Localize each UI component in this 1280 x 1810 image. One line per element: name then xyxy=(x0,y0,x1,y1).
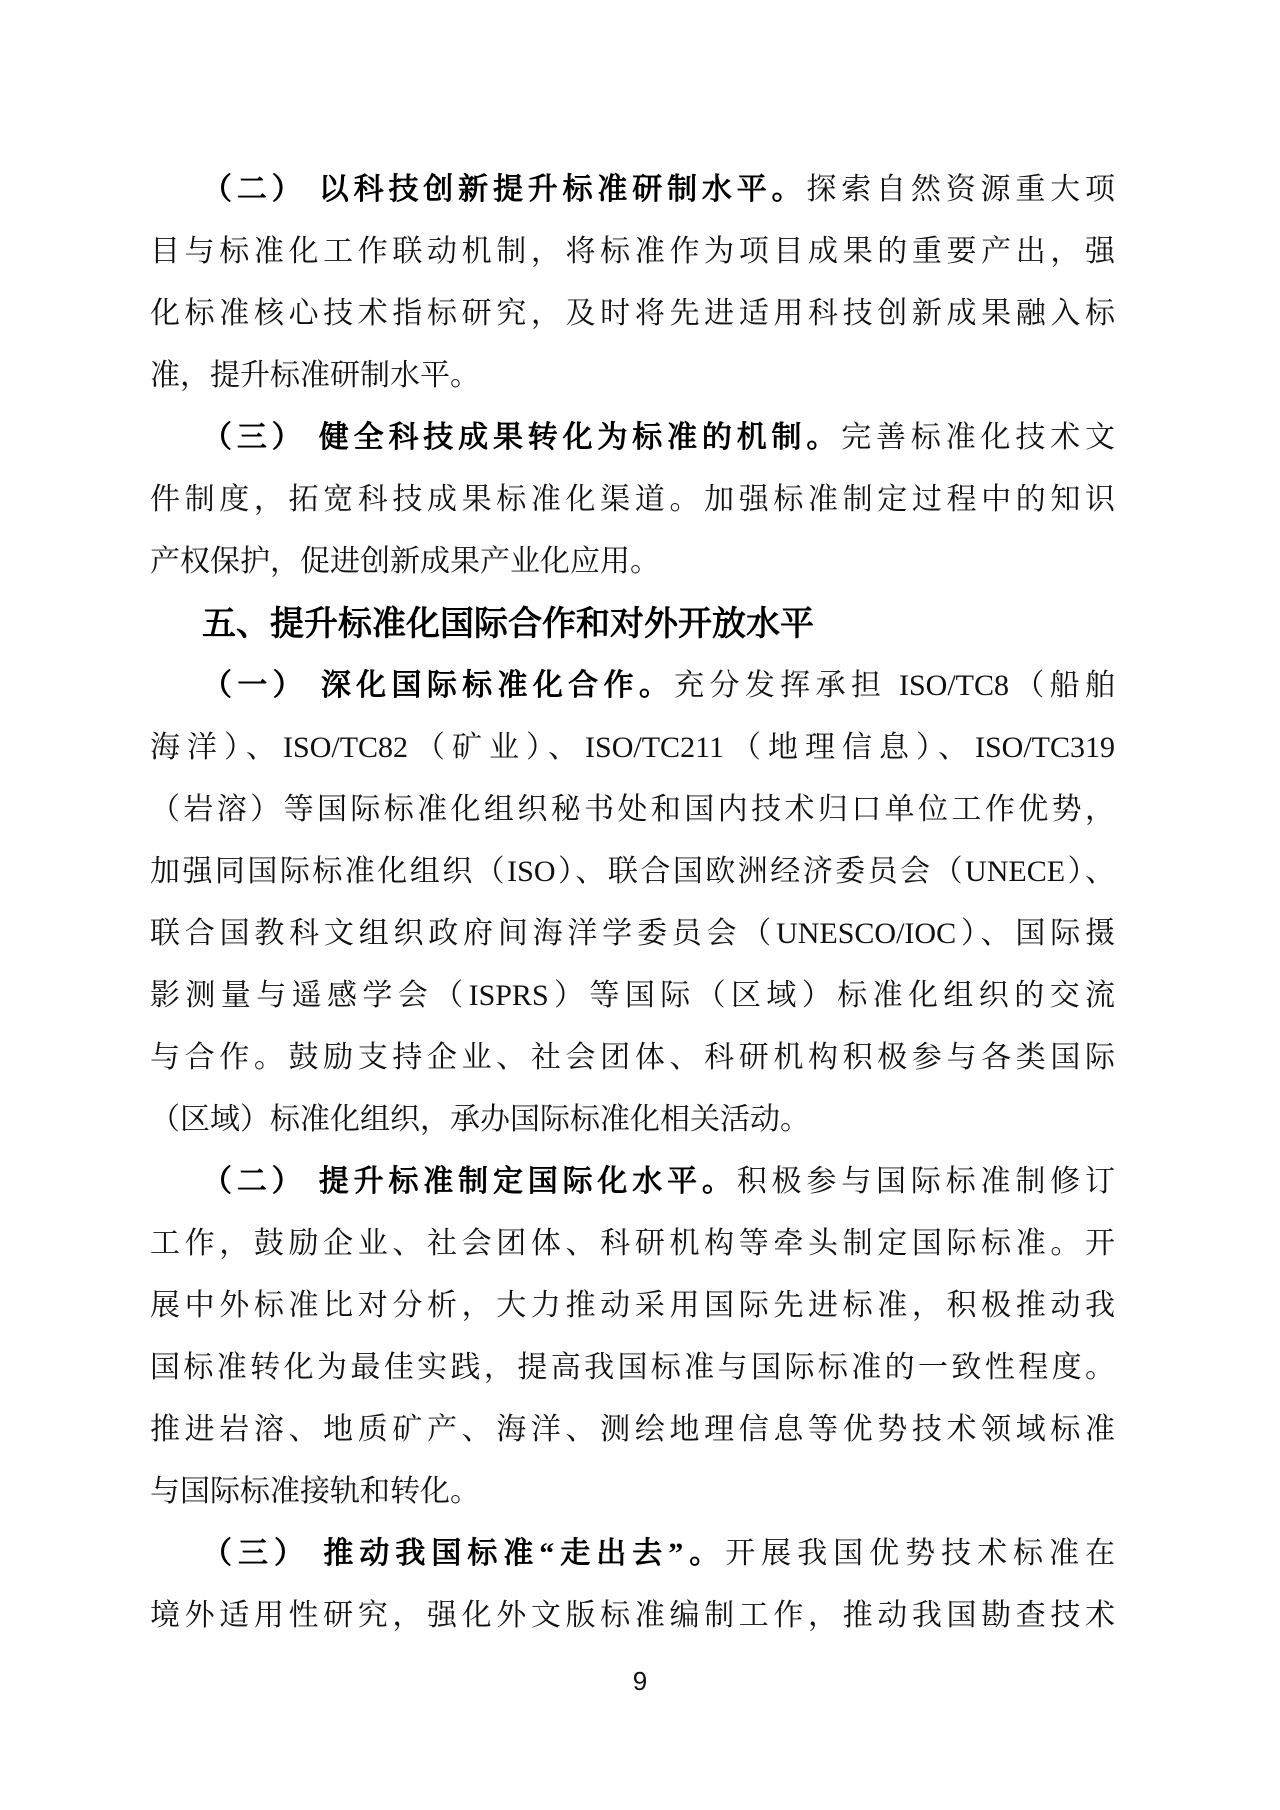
text-line xyxy=(150,345,1115,407)
section-heading: 五、提升标准化国际合作和对外开放水平 xyxy=(202,605,814,643)
text-line xyxy=(150,779,1115,841)
text-line xyxy=(150,1461,1115,1523)
paragraph-text: 开展我国优势技术标准在 xyxy=(725,1537,1116,1570)
paragraph-text: 积极参与国际标准制修订 xyxy=(736,1165,1116,1198)
document-body xyxy=(150,159,1115,1647)
text-line xyxy=(150,469,1115,531)
text-line xyxy=(150,1089,1115,1151)
text-line xyxy=(150,1027,1115,1089)
text-line xyxy=(150,841,1115,903)
text-line xyxy=(150,1585,1115,1647)
text-line xyxy=(150,1151,1115,1213)
text-line xyxy=(150,1213,1115,1275)
text-line xyxy=(150,1337,1115,1399)
paragraph-lead-bold: （三） 推动我国标准“走出去”。 xyxy=(202,1537,726,1570)
text-line xyxy=(150,655,1115,717)
paragraph-text: 推进岩溶、地质矿产、海洋、测绘地理信息等优势技术领域标准 xyxy=(150,1413,1115,1446)
paragraph-text: 件制度，拓宽科技成果标准化渠道。加强标准制定过程中的知识 xyxy=(150,483,1115,516)
paragraph-lead-bold: （一） 深化国际标准化合作。 xyxy=(202,669,675,702)
paragraph-text: 海洋）、ISO/TC82（矿业）、ISO/TC211（地理信息）、ISO/TC319 xyxy=(150,731,1115,764)
paragraph-text: 与合作。鼓励支持企业、社会团体、科研机构积极参与各类国际 xyxy=(150,1041,1115,1074)
paragraph-text: 与国际标准接轨和转化。 xyxy=(150,1475,480,1508)
text-line xyxy=(150,159,1115,221)
paragraph-text: 目与标准化工作联动机制，将标准作为项目成果的重要产出，强 xyxy=(150,235,1115,268)
paragraph-lead-bold: （二） 提升标准制定国际化水平。 xyxy=(202,1165,737,1198)
text-line xyxy=(150,717,1115,779)
text-line xyxy=(150,1523,1115,1585)
paragraph-text: 充分发挥承担 ISO/TC8（船舶 xyxy=(674,669,1116,702)
paragraph-text: 探索自然资源重大项 xyxy=(806,173,1116,206)
paragraph-text: 工作，鼓励企业、社会团体、科研机构等牵头制定国际标准。开 xyxy=(150,1227,1115,1260)
paragraph-text: 展中外标准比对分析，大力推动采用国际先进标准，积极推动我 xyxy=(150,1289,1115,1322)
text-line xyxy=(150,1275,1115,1337)
paragraph-lead-bold: （三） 健全科技成果转化为标准的机制。 xyxy=(202,421,842,454)
paragraph-text: 联合国教科文组织政府间海洋学委员会（UNESCO/IOC）、国际摄 xyxy=(150,917,1115,950)
paragraph-text: （区域）标准化组织，承办国际标准化相关活动。 xyxy=(150,1103,810,1136)
paragraph-text: 准，提升标准研制水平。 xyxy=(150,359,480,392)
paragraph-text: 产权保护，促进创新成果产业化应用。 xyxy=(150,545,660,578)
text-line xyxy=(150,407,1115,469)
paragraph-text: 影测量与遥感学会（ISPRS）等国际（区域）标准化组织的交流 xyxy=(150,979,1115,1012)
text-line xyxy=(150,531,1115,593)
paragraph-text: 境外适用性研究，强化外文版标准编制工作，推动我国勘查技术 xyxy=(150,1599,1115,1632)
text-line xyxy=(150,1399,1115,1461)
paragraph-text: 化标准核心技术指标研究，及时将先进适用科技创新成果融入标 xyxy=(150,297,1115,330)
text-line xyxy=(150,283,1115,345)
text-line xyxy=(150,221,1115,283)
paragraph-text: 完善标准化技术文 xyxy=(841,421,1116,454)
text-line xyxy=(150,903,1115,965)
paragraph-text: 国标准转化为最佳实践，提高我国标准与国际标准的一致性程度。 xyxy=(150,1351,1115,1384)
page-number: 9 xyxy=(632,1666,648,1696)
paragraph-text: 加强同国际标准化组织（ISO）、联合国欧洲经济委员会（UNECE）、 xyxy=(150,855,1115,888)
text-line xyxy=(150,965,1115,1027)
paragraph-lead-bold: （二） 以科技创新提升标准研制水平。 xyxy=(202,173,807,206)
paragraph-text: （岩溶）等国际标准化组织秘书处和国内技术归口单位工作优势， xyxy=(150,793,1115,826)
